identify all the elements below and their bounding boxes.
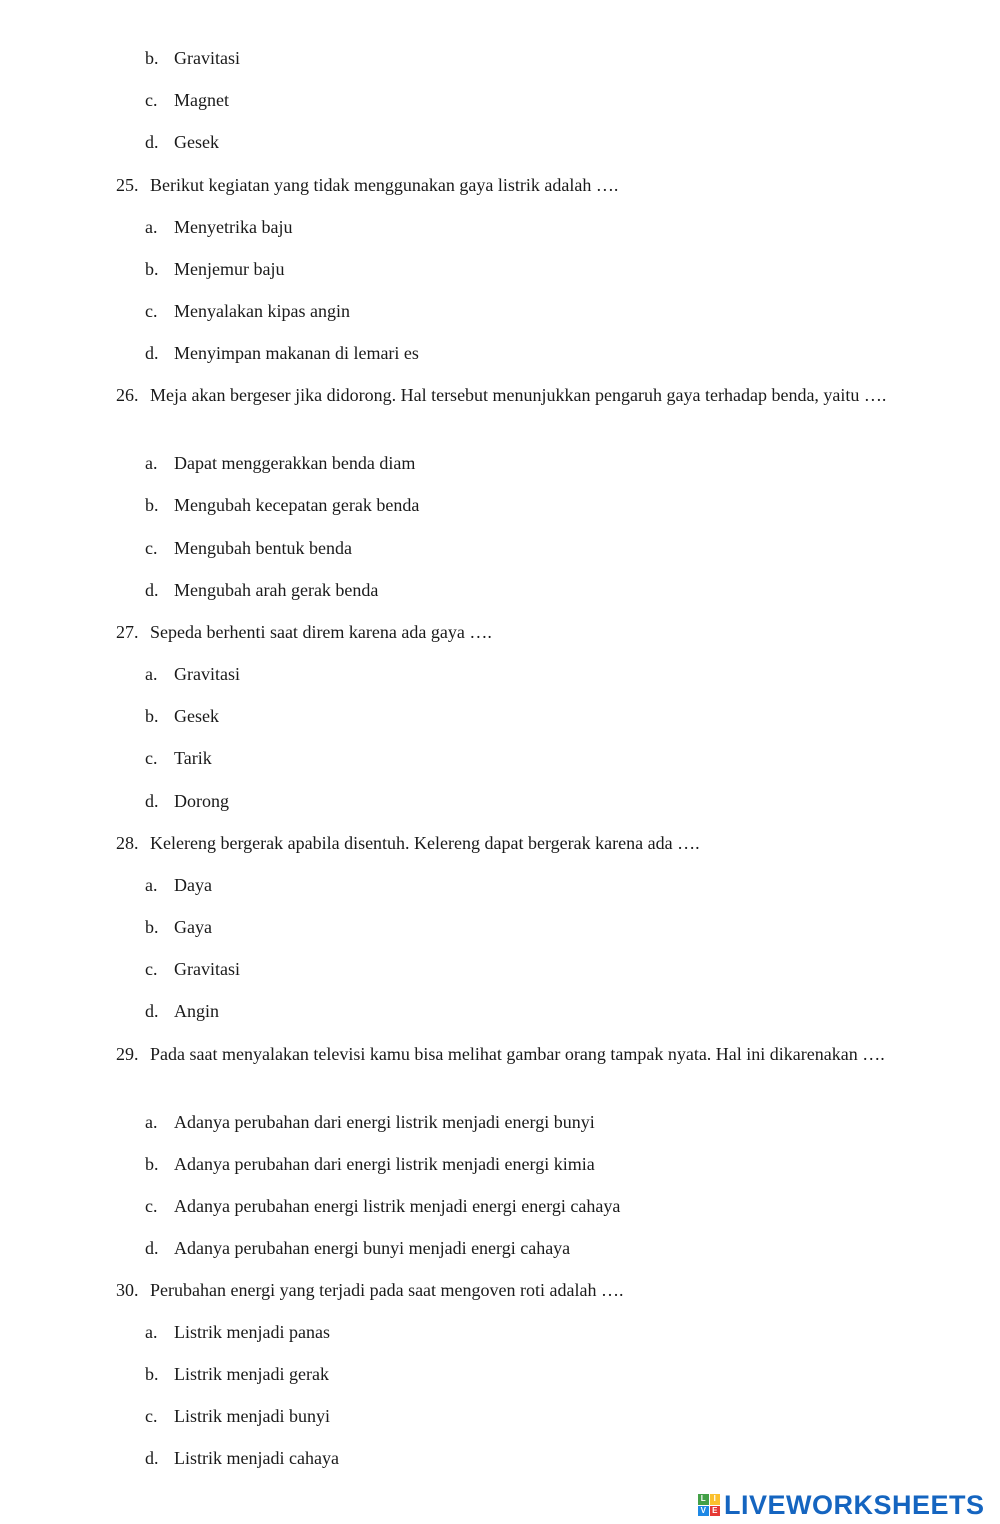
option-text: Tarik (174, 748, 212, 768)
option-text: Listrik menjadi cahaya (174, 1448, 339, 1468)
option-text: Gravitasi (174, 664, 240, 684)
option-letter: a. (145, 664, 158, 684)
option-text: Mengubah bentuk benda (174, 538, 352, 558)
option-letter: b. (145, 917, 159, 937)
question-text: Berikut kegiatan yang tidak menggunakan gaya listrik adalah …. (150, 175, 619, 195)
option-text: Adanya perubahan energi bunyi menjadi energi cahaya (174, 1238, 571, 1258)
liveworksheets-logo[interactable] (698, 1490, 985, 1520)
option-letter: d. (145, 132, 159, 152)
option-text: Menyetrika baju (174, 217, 293, 237)
option-text: Adanya perubahan dari energi listrik menjadi energi bunyi (174, 1112, 595, 1132)
option-text: Gesek (174, 706, 219, 726)
question-number: 30. (116, 1280, 139, 1300)
option-text: Adanya perubahan energi listrik menjadi energi energi cahaya (174, 1196, 621, 1216)
option-letter: b. (145, 495, 159, 515)
option-letter: b. (145, 259, 159, 279)
option-text: Magnet (174, 90, 229, 110)
option-letter: a. (145, 1112, 158, 1132)
option-letter: b. (145, 1364, 159, 1384)
option-letter: b. (145, 1154, 159, 1174)
option-text: Mengubah arah gerak benda (174, 580, 379, 600)
option-text: Menyalakan kipas angin (174, 301, 350, 321)
option-text: Gravitasi (174, 959, 240, 979)
option-text: Listrik menjadi panas (174, 1322, 330, 1342)
option-text: Dorong (174, 791, 229, 811)
option-letter: a. (145, 1322, 158, 1342)
option-text: Menjemur baju (174, 259, 285, 279)
question-text: Meja akan bergeser jika didorong. Hal tersebut menunjukkan pengaruh gaya terhadap benda, yaitu …. (150, 385, 887, 405)
option-text: Angin (174, 1001, 219, 1021)
option-letter: b. (145, 706, 159, 726)
option-text: Listrik menjadi bunyi (174, 1406, 330, 1426)
option-letter: c. (145, 90, 158, 110)
option-letter: d. (145, 580, 159, 600)
option-text: Dapat menggerakkan benda diam (174, 453, 416, 473)
question-number: 28. (116, 833, 139, 853)
option-letter: d. (145, 1448, 159, 1468)
option-letter: d. (145, 791, 159, 811)
option-letter: c. (145, 1406, 158, 1426)
option-text: Gaya (174, 917, 212, 937)
option-letter: c. (145, 301, 158, 321)
question-number: 27. (116, 622, 139, 642)
option-text: Gravitasi (174, 48, 240, 68)
option-text: Mengubah kecepatan gerak benda (174, 495, 420, 515)
question-text: Kelereng bergerak apabila disentuh. Kelereng dapat bergerak karena ada …. (150, 833, 700, 853)
option-letter: d. (145, 1001, 159, 1021)
option-letter: c. (145, 959, 158, 979)
option-letter: d. (145, 343, 159, 363)
option-text: Menyimpan makanan di lemari es (174, 343, 419, 363)
option-letter: a. (145, 217, 158, 237)
option-text: Gesek (174, 132, 219, 152)
option-letter: a. (145, 453, 158, 473)
logo-text: LIVEWORKSHEETS (724, 1489, 985, 1520)
option-letter: b. (145, 48, 159, 68)
logo-mark-icon: L I V E (698, 1494, 720, 1516)
question-text: Pada saat menyalakan televisi kamu bisa melihat gambar orang tampak nyata. Hal ini dikarenakan …. (150, 1044, 885, 1064)
option-letter: c. (145, 748, 158, 768)
option-letter: c. (145, 538, 158, 558)
option-text: Adanya perubahan dari energi listrik menjadi energi kimia (174, 1154, 595, 1174)
question-text: Perubahan energi yang terjadi pada saat mengoven roti adalah …. (150, 1280, 624, 1300)
option-letter: d. (145, 1238, 159, 1258)
option-text: Listrik menjadi gerak (174, 1364, 329, 1384)
question-text: Sepeda berhenti saat direm karena ada gaya …. (150, 622, 492, 642)
question-number: 25. (116, 175, 139, 195)
option-letter: c. (145, 1196, 158, 1216)
question-number: 29. (116, 1044, 139, 1064)
option-text: Daya (174, 875, 212, 895)
option-letter: a. (145, 875, 158, 895)
question-number: 26. (116, 385, 139, 405)
